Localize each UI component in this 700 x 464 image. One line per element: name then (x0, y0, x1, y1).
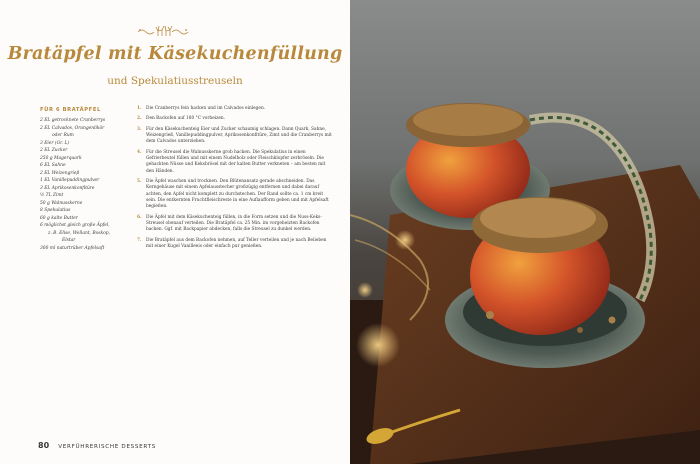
step-number: 2. (137, 116, 142, 122)
ingredient-item: 1 EL Vanillepuddingpulver (40, 178, 100, 183)
ingredient-item: 2 EL getrocknete Cranberrys (40, 118, 106, 123)
baked-apples-photo-image (350, 0, 700, 464)
step-item (137, 215, 333, 234)
recipe-title: Bratäpfel mit Käsekuchenfüllung (7, 44, 343, 64)
recipe-photo (350, 0, 700, 464)
step-item (137, 150, 333, 175)
ingredient-item: Elstar (62, 238, 76, 243)
step-text: Die Äpfel waschen und trocknen. Den Blütenansatz gerade abschneiden. Das Kerngehäuse mit einem Apfelausstecher großzügig entfernen und dabei darauf achten, den Apfel nicht komplett zu durchstechen. Der Rand sollte ca. 1 cm breit sein. Die entkernten Fruchtfleischreste in eine Auflaufform geben und mit Apfelsaft begießen. (146, 179, 329, 210)
page-number: 80 (38, 441, 50, 450)
step-number: 1. (137, 106, 142, 111)
ingredient-item: 2 EL Weizengrieß (40, 170, 80, 176)
ingredient-item: oder Rum (52, 133, 74, 138)
step-text: Für die Streusel die Walnusskerne grob hacken. Die Spekulatius in einen Gefrierbeutel füllen und mit einem Nudelholz oder Fleischklopfer zerbröseln. Die gehackten Nüsse und Keksbrösel mit der kalten Butter verkneten – am besten mit den Händen. (146, 149, 326, 174)
ingredient-item: 8 Spekulatius (40, 208, 71, 213)
step-item (137, 116, 333, 122)
recipe-subtitle: und Spekulatiusstreuseln (107, 75, 243, 87)
step-text: Die Äpfel mit dem Käsekuchenteig füllen, in die Form setzen und die Nuss-Keks-Streusel obenauf verteilen. Die Bratäpfel ca. 25 Min. im vorgeheizten Backofen backen. Ggf. mit Backpapier abdecken, falls die Streusel zu dunkel werden. (146, 214, 322, 233)
step-number: 4. (137, 149, 142, 155)
ingredient-item: 2 EL Zucker (40, 148, 68, 153)
step-text: Für den Käsekuchenteig Eier und Zucker schaumig schlagen. Dann Quark, Sahne, Weizengrieß, Vanillepuddingpulver, Aprikosenkonfitüre, Zimt und die Cranberrys mit dem Calvados unterziehen. (146, 126, 332, 145)
ingredient-item: z. B. Elise, Wellant, Boskop, (48, 230, 110, 236)
step-number: 3. (137, 126, 142, 132)
section-title: VERFÜHRERISCHE DESSERTS (58, 444, 156, 450)
step-number: 5. (137, 179, 142, 185)
step-item (137, 106, 333, 112)
ingredient-item: 60 g kalte Butter (40, 215, 78, 221)
ingredient-item: 3 Eier (Gr. L) (40, 140, 70, 146)
step-text: Die Bratäpfel aus dem Backofen nehmen, auf Teller verteilen und je nach Belieben mit einer Kugel Vanilleeis oder einfach pur genießen. (146, 237, 327, 249)
ingredient-item: 300 ml naturtrüber Apfelsaft (40, 245, 105, 251)
ingredient-item: 6 möglichst gleich große Äpfel, (40, 223, 110, 228)
ingredients-list (40, 117, 120, 252)
ingredients-heading: FÜR 6 BRATÄPFEL (40, 107, 101, 113)
preparation-steps (137, 106, 333, 254)
step-item (137, 179, 333, 210)
step-number: 6. (137, 214, 142, 220)
ingredient-item: 6 EL Sahne (40, 163, 66, 168)
step-text: Den Backofen auf 180 °C vorheizen. (146, 116, 226, 122)
page-footer (38, 433, 156, 452)
ingredient-item: 50 g Walnusskerne (40, 200, 83, 206)
step-text: Die Cranberrys fein hacken und im Calvados einlegen. (146, 106, 266, 111)
step-item (137, 127, 333, 146)
step-item (137, 238, 333, 251)
ingredient-item: ½ TL Zimt (40, 193, 64, 198)
step-number: 7. (137, 237, 142, 243)
reindeer-ornament-icon (136, 22, 190, 40)
ingredient-item: 2 EL Calvados, Orangenlikör (40, 125, 105, 131)
ingredient-item: 3 EL Aprikosenkonfitüre (40, 185, 95, 191)
ingredient-item: 250 g Magerquark (40, 155, 82, 161)
